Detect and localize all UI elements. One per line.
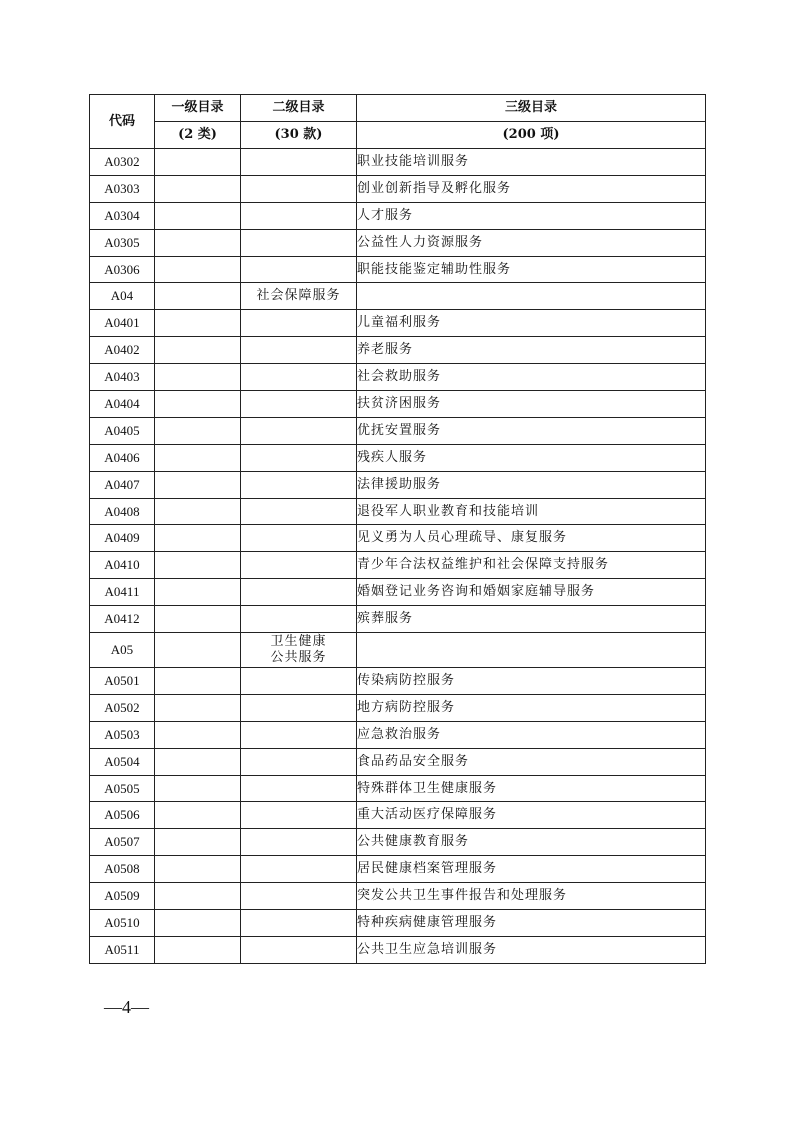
table-row bbox=[90, 552, 706, 579]
cell-level2 bbox=[241, 498, 357, 525]
cell-level2 bbox=[241, 910, 357, 937]
cell-level1 bbox=[155, 202, 241, 229]
cell-level2 bbox=[241, 337, 357, 364]
header-code: 代码 bbox=[90, 95, 155, 149]
cell-level1 bbox=[155, 283, 241, 310]
cell-level2 bbox=[241, 721, 357, 748]
table-row bbox=[90, 668, 706, 695]
cell-level1 bbox=[155, 606, 241, 633]
cell-code: A0303 bbox=[90, 175, 155, 202]
header-level2: 二级目录 bbox=[241, 95, 357, 122]
cell-level1 bbox=[155, 391, 241, 418]
cell-level3: 法律援助服务 bbox=[357, 471, 706, 498]
cell-level1 bbox=[155, 256, 241, 283]
cell-level3: 儿童福利服务 bbox=[357, 310, 706, 337]
table-header bbox=[90, 95, 706, 149]
cell-level1 bbox=[155, 721, 241, 748]
cell-level3: 见义勇为人员心理疏导、康复服务 bbox=[357, 525, 706, 552]
cell-level1 bbox=[155, 668, 241, 695]
cell-level2 bbox=[241, 775, 357, 802]
cell-code: A0504 bbox=[90, 748, 155, 775]
cell-level3: 传染病防控服务 bbox=[357, 668, 706, 695]
cell-level2 bbox=[241, 936, 357, 963]
cell-level1 bbox=[155, 829, 241, 856]
cell-code: A0302 bbox=[90, 149, 155, 176]
header-level2-count: (30 款) bbox=[241, 122, 357, 149]
cell-level2 bbox=[241, 444, 357, 471]
table-row bbox=[90, 856, 706, 883]
cell-level3 bbox=[357, 283, 706, 310]
cell-level1 bbox=[155, 149, 241, 176]
cell-code: A0502 bbox=[90, 694, 155, 721]
cell-level3: 创业创新指导及孵化服务 bbox=[357, 175, 706, 202]
cell-level2 bbox=[241, 668, 357, 695]
cell-level1 bbox=[155, 633, 241, 668]
cell-level3: 职能技能鉴定辅助性服务 bbox=[357, 256, 706, 283]
table-row bbox=[90, 283, 706, 310]
table-row bbox=[90, 471, 706, 498]
cell-level1 bbox=[155, 229, 241, 256]
table-row bbox=[90, 883, 706, 910]
cell-level3: 退役军人职业教育和技能培训 bbox=[357, 498, 706, 525]
cell-level1 bbox=[155, 417, 241, 444]
cell-level3: 特殊群体卫生健康服务 bbox=[357, 775, 706, 802]
cell-level3: 青少年合法权益维护和社会保障支持服务 bbox=[357, 552, 706, 579]
cell-level2 bbox=[241, 229, 357, 256]
cell-level2 bbox=[241, 748, 357, 775]
cell-level2 bbox=[241, 552, 357, 579]
cell-level3: 残疾人服务 bbox=[357, 444, 706, 471]
cell-level1 bbox=[155, 498, 241, 525]
table-row bbox=[90, 748, 706, 775]
header-level3: 三级目录 bbox=[357, 95, 706, 122]
cell-level3: 优抚安置服务 bbox=[357, 417, 706, 444]
cell-level1 bbox=[155, 310, 241, 337]
cell-level2 bbox=[241, 149, 357, 176]
cell-code: A0306 bbox=[90, 256, 155, 283]
cell-level3: 特种疾病健康管理服务 bbox=[357, 910, 706, 937]
table-row bbox=[90, 606, 706, 633]
cell-code: A0305 bbox=[90, 229, 155, 256]
cell-level1 bbox=[155, 694, 241, 721]
cell-level2 bbox=[241, 310, 357, 337]
cell-level1 bbox=[155, 883, 241, 910]
cell-code: A0406 bbox=[90, 444, 155, 471]
table-row bbox=[90, 391, 706, 418]
header-level3-count: (200 项) bbox=[357, 122, 706, 149]
cell-code: A0511 bbox=[90, 936, 155, 963]
cell-level3 bbox=[357, 633, 706, 668]
cell-code: A0401 bbox=[90, 310, 155, 337]
table-row bbox=[90, 721, 706, 748]
table-row bbox=[90, 417, 706, 444]
cell-level1 bbox=[155, 552, 241, 579]
cell-level2 bbox=[241, 202, 357, 229]
cell-code: A0403 bbox=[90, 364, 155, 391]
header-level1-count: (2 类) bbox=[155, 122, 241, 149]
cell-level1 bbox=[155, 175, 241, 202]
table-body bbox=[90, 149, 706, 964]
cell-level2 bbox=[241, 802, 357, 829]
table-row bbox=[90, 310, 706, 337]
cell-level3: 突发公共卫生事件报告和处理服务 bbox=[357, 883, 706, 910]
cell-level3: 居民健康档案管理服务 bbox=[357, 856, 706, 883]
table-row bbox=[90, 175, 706, 202]
table-row bbox=[90, 337, 706, 364]
cell-level3: 社会救助服务 bbox=[357, 364, 706, 391]
cell-code: A04 bbox=[90, 283, 155, 310]
cell-level2 bbox=[241, 829, 357, 856]
cell-level1 bbox=[155, 748, 241, 775]
cell-code: A0510 bbox=[90, 910, 155, 937]
table-row bbox=[90, 364, 706, 391]
cell-level2 bbox=[241, 364, 357, 391]
cell-code: A0411 bbox=[90, 579, 155, 606]
cell-code: A0408 bbox=[90, 498, 155, 525]
cell-level2 bbox=[241, 883, 357, 910]
cell-level1 bbox=[155, 856, 241, 883]
cell-level3: 应急救治服务 bbox=[357, 721, 706, 748]
cell-level1 bbox=[155, 471, 241, 498]
table-row bbox=[90, 525, 706, 552]
cell-code: A0405 bbox=[90, 417, 155, 444]
cell-level3: 公共健康教育服务 bbox=[357, 829, 706, 856]
table-row bbox=[90, 202, 706, 229]
table-row bbox=[90, 633, 706, 668]
cell-code: A0508 bbox=[90, 856, 155, 883]
cell-code: A0507 bbox=[90, 829, 155, 856]
cell-level3: 食品药品安全服务 bbox=[357, 748, 706, 775]
cell-level3: 殡葬服务 bbox=[357, 606, 706, 633]
table-row bbox=[90, 775, 706, 802]
cell-level3: 人才服务 bbox=[357, 202, 706, 229]
cell-level2 bbox=[241, 856, 357, 883]
cell-level1 bbox=[155, 936, 241, 963]
table-row bbox=[90, 694, 706, 721]
cell-code: A0506 bbox=[90, 802, 155, 829]
table-row bbox=[90, 149, 706, 176]
cell-code: A0410 bbox=[90, 552, 155, 579]
cell-level2 bbox=[241, 256, 357, 283]
cell-code: A0501 bbox=[90, 668, 155, 695]
cell-code: A0407 bbox=[90, 471, 155, 498]
cell-code: A0505 bbox=[90, 775, 155, 802]
table-row bbox=[90, 444, 706, 471]
cell-level1 bbox=[155, 337, 241, 364]
table-row bbox=[90, 498, 706, 525]
page-number: —4— bbox=[104, 997, 149, 1017]
cell-level3: 公共卫生应急培训服务 bbox=[357, 936, 706, 963]
table-row bbox=[90, 829, 706, 856]
cell-level2 bbox=[241, 525, 357, 552]
cell-level2 bbox=[241, 391, 357, 418]
cell-level2: 卫生健康 公共服务 bbox=[241, 633, 357, 668]
cell-level1 bbox=[155, 802, 241, 829]
cell-level1 bbox=[155, 444, 241, 471]
service-catalog-table bbox=[89, 94, 706, 964]
table-row bbox=[90, 936, 706, 963]
cell-level1 bbox=[155, 579, 241, 606]
cell-level1 bbox=[155, 525, 241, 552]
table-row bbox=[90, 579, 706, 606]
cell-level3: 养老服务 bbox=[357, 337, 706, 364]
cell-level2 bbox=[241, 579, 357, 606]
cell-level3: 公益性人力资源服务 bbox=[357, 229, 706, 256]
table-row bbox=[90, 910, 706, 937]
cell-code: A0409 bbox=[90, 525, 155, 552]
cell-level1 bbox=[155, 364, 241, 391]
cell-level1 bbox=[155, 775, 241, 802]
cell-level2 bbox=[241, 694, 357, 721]
cell-code: A0402 bbox=[90, 337, 155, 364]
cell-level1 bbox=[155, 910, 241, 937]
cell-level3: 婚姻登记业务咨询和婚姻家庭辅导服务 bbox=[357, 579, 706, 606]
cell-code: A0509 bbox=[90, 883, 155, 910]
cell-level3: 地方病防控服务 bbox=[357, 694, 706, 721]
header-level1: 一级目录 bbox=[155, 95, 241, 122]
cell-level2 bbox=[241, 175, 357, 202]
cell-level2: 社会保障服务 bbox=[241, 283, 357, 310]
table-row bbox=[90, 229, 706, 256]
cell-code: A0503 bbox=[90, 721, 155, 748]
cell-code: A0404 bbox=[90, 391, 155, 418]
cell-code: A0304 bbox=[90, 202, 155, 229]
cell-level2 bbox=[241, 417, 357, 444]
cell-level3: 职业技能培训服务 bbox=[357, 149, 706, 176]
cell-level3: 扶贫济困服务 bbox=[357, 391, 706, 418]
cell-level3: 重大活动医疗保障服务 bbox=[357, 802, 706, 829]
cell-code: A05 bbox=[90, 633, 155, 668]
cell-level2 bbox=[241, 606, 357, 633]
table-row bbox=[90, 802, 706, 829]
cell-code: A0412 bbox=[90, 606, 155, 633]
table-row bbox=[90, 256, 706, 283]
cell-level2 bbox=[241, 471, 357, 498]
